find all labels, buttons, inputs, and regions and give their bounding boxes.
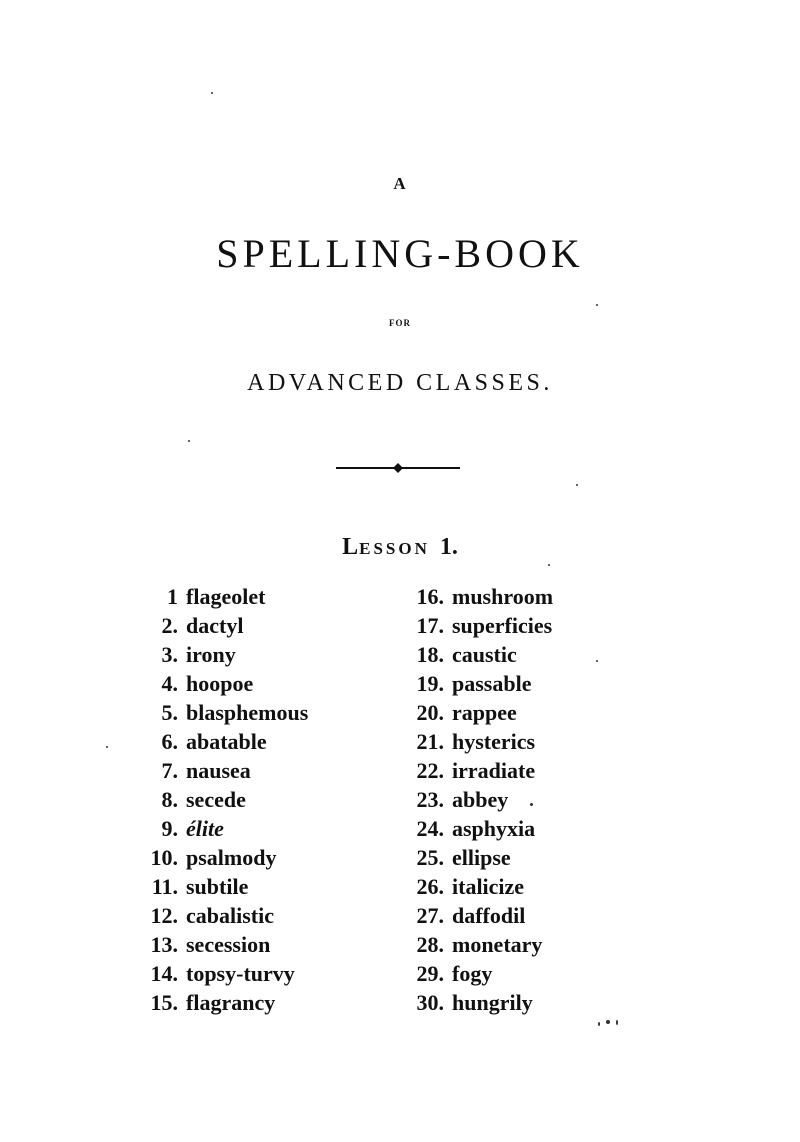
item-number: 19. <box>416 671 444 696</box>
print-speck <box>548 564 550 566</box>
item-number: 3. <box>161 642 178 667</box>
spelling-word: superficies <box>452 613 553 638</box>
list-item <box>404 727 553 756</box>
spelling-word: asphyxia <box>452 816 536 841</box>
spelling-word: hungrily <box>452 990 533 1015</box>
spelling-word: irony <box>186 642 236 667</box>
spelling-word: hoopoe <box>186 671 254 696</box>
spelling-word: nausea <box>186 758 251 783</box>
print-speck <box>598 1022 600 1026</box>
list-item <box>138 959 308 988</box>
list-item <box>138 843 308 872</box>
item-number: 9. <box>161 816 178 841</box>
item-number: 2. <box>161 613 178 638</box>
list-item <box>404 698 553 727</box>
lesson-label: ESSON <box>359 539 430 558</box>
list-item <box>138 698 308 727</box>
item-number: 11. <box>151 874 178 899</box>
ornamental-rule <box>336 460 460 476</box>
spelling-word: psalmody <box>186 845 277 870</box>
spelling-word: hysterics <box>452 729 536 754</box>
spelling-word: irradiate <box>452 758 536 783</box>
spelling-word: blasphemous <box>186 700 309 725</box>
item-number: 28. <box>416 932 444 957</box>
item-number: 16. <box>416 584 444 609</box>
list-item <box>138 611 308 640</box>
list-item <box>404 640 553 669</box>
item-number: 30. <box>416 990 444 1015</box>
item-number: 20. <box>416 700 444 725</box>
spelling-word: secede <box>186 787 246 812</box>
item-number: 21. <box>416 729 444 754</box>
spelling-word: passable <box>452 671 532 696</box>
print-speck <box>188 440 190 442</box>
list-item <box>404 582 553 611</box>
list-item <box>404 611 553 640</box>
spelling-word: monetary <box>452 932 543 957</box>
spelling-word: subtile <box>186 874 249 899</box>
item-number: 14. <box>150 961 178 986</box>
item-number: 7. <box>161 758 178 783</box>
list-item <box>138 814 308 843</box>
list-item <box>138 872 308 901</box>
spelling-word: ellipse <box>452 845 511 870</box>
list-item <box>404 756 553 785</box>
spelling-word: italicize <box>452 874 525 899</box>
list-item <box>138 785 308 814</box>
book-subtitle: ADVANCED CLASSES. <box>247 370 553 396</box>
spelling-word: cabalistic <box>186 903 274 928</box>
list-item <box>404 959 553 988</box>
item-number: 8. <box>161 787 178 812</box>
item-number: 23. <box>416 787 444 812</box>
word-list-left <box>138 582 308 1017</box>
item-number: 18. <box>416 642 444 667</box>
item-number: 10. <box>150 845 178 870</box>
print-speck <box>576 484 578 486</box>
item-number: 12. <box>150 903 178 928</box>
item-number: 15. <box>150 990 178 1015</box>
spelling-word: daffodil <box>452 903 526 928</box>
list-item <box>138 756 308 785</box>
spelling-word: secession <box>186 932 271 957</box>
list-item <box>138 669 308 698</box>
print-speck <box>606 1020 610 1024</box>
list-item <box>404 814 553 843</box>
item-number: 25. <box>416 845 444 870</box>
spelling-word: mushroom <box>452 584 554 609</box>
list-item <box>404 872 553 901</box>
title-preposition: FOR <box>389 318 411 328</box>
spelling-word: fogy <box>452 961 493 986</box>
item-number: 27. <box>416 903 444 928</box>
spelling-word: abbey <box>452 787 509 812</box>
list-item <box>404 785 553 814</box>
spelling-word: flageolet <box>186 584 266 609</box>
print-speck <box>106 746 108 748</box>
spelling-word: rappee <box>452 700 517 725</box>
list-item <box>138 901 308 930</box>
print-speck <box>211 92 213 94</box>
spelling-word: dactyl <box>186 613 244 638</box>
lesson-heading <box>0 534 800 561</box>
list-item <box>404 843 553 872</box>
list-item <box>138 930 308 959</box>
list-item <box>138 640 308 669</box>
item-number: 22. <box>416 758 444 783</box>
list-item <box>138 988 308 1017</box>
item-number: 17. <box>416 613 444 638</box>
list-item <box>138 727 308 756</box>
item-number: 6. <box>161 729 178 754</box>
word-list-right <box>404 582 553 1017</box>
lesson-initial: L <box>342 534 360 560</box>
list-item <box>138 582 308 611</box>
list-item <box>404 988 553 1017</box>
list-item <box>404 930 553 959</box>
book-title: SPELLING-BOOK <box>216 231 584 276</box>
spelling-word: abatable <box>186 729 267 754</box>
item-number: 1 <box>167 584 178 609</box>
item-number: 5. <box>161 700 178 725</box>
list-item <box>404 669 553 698</box>
spelling-word: caustic <box>452 642 517 667</box>
item-number: 24. <box>416 816 444 841</box>
lesson-number: 1. <box>439 534 458 560</box>
spelling-word: élite <box>186 816 224 841</box>
item-number: 4. <box>161 671 178 696</box>
spelling-word: flagrancy <box>186 990 276 1015</box>
print-speck <box>616 1020 618 1025</box>
item-number: 13. <box>150 932 178 957</box>
item-number: 26. <box>416 874 444 899</box>
title-article: A <box>393 174 407 193</box>
spelling-word: topsy-turvy <box>186 961 295 986</box>
list-item <box>404 901 553 930</box>
print-speck <box>596 660 598 662</box>
print-speck <box>596 304 598 306</box>
item-number: 29. <box>416 961 444 986</box>
